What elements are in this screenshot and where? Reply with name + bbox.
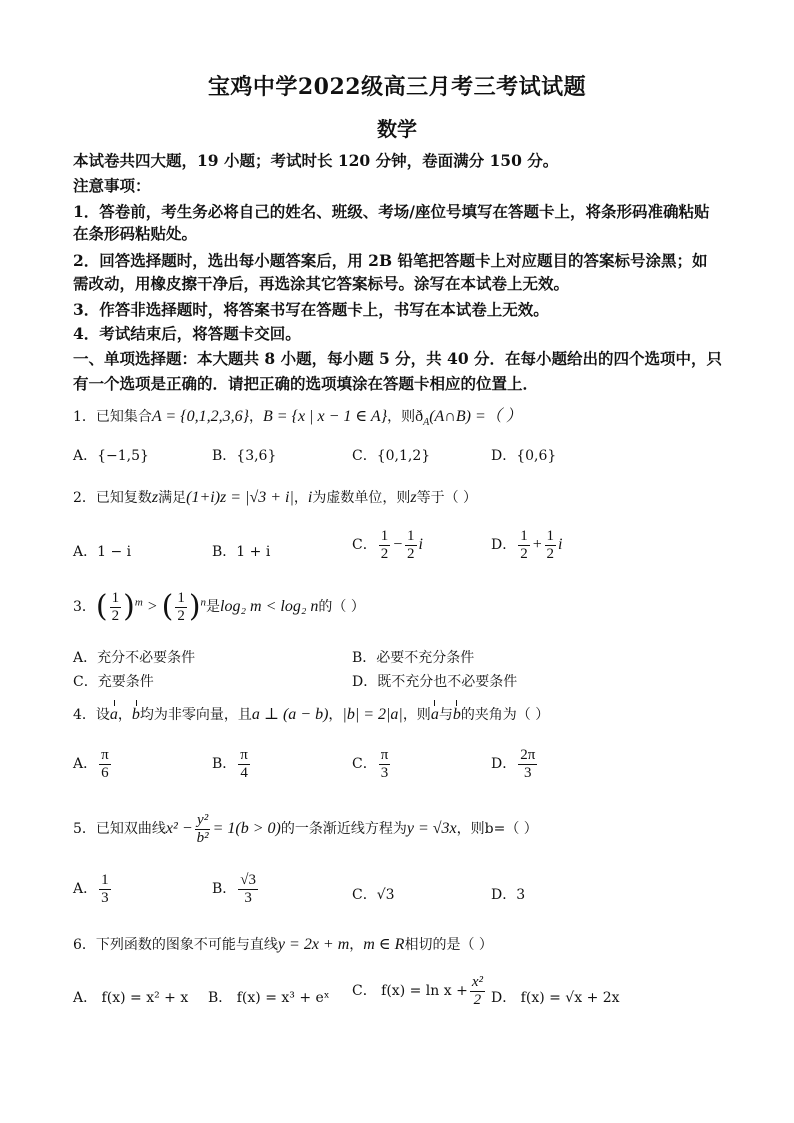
fraction: $\frac{√3}{3}$ xyxy=(240,872,257,906)
q2-prefix: 2．已知复数 xyxy=(73,490,152,506)
q5-option-a[interactable]: A． $\frac{1}{3}$ xyxy=(73,872,109,906)
q4-option-d[interactable]: D． $\frac{2\pi}{3}$ xyxy=(491,747,536,781)
fraction: $\frac{1}{2}$ xyxy=(177,590,185,624)
q3-exp-m: m xyxy=(134,596,143,609)
q1-option-c[interactable]: C．{0,1,2} xyxy=(352,448,431,464)
question-3: 3．( $\frac{1}{2}$ )$^m$ > ( $\frac{1}{2}$ )$^n$是log₂ m < log₂ n的（ ） xyxy=(73,589,365,624)
exam-info: 本试卷共四大题，19 小题；考试时长 120 分钟，卷面满分 150 分。 xyxy=(73,151,559,170)
q4-vector-a: a xyxy=(109,706,118,723)
fraction: $\frac{\text{x²}}{2}$ xyxy=(471,974,483,1008)
q4-ask: ，则 xyxy=(402,707,431,723)
q2-option-d[interactable]: D． $\frac{1}{2}$ + $\frac{1}{2}$ i xyxy=(491,528,563,562)
q5-prefix: 5．已知双曲线 xyxy=(73,821,166,837)
q4-option-c[interactable]: C． $\frac{\pi}{3}$ xyxy=(352,747,389,781)
q3-exp-n: n xyxy=(200,596,207,609)
q3-option-a[interactable]: A．充分不必要条件 xyxy=(73,650,196,666)
question-2 xyxy=(73,487,477,507)
note-3: 3．作答非选择题时，将答案书写在答题卡上，书写在本试卷上无效。 xyxy=(73,300,549,319)
q1-option-b[interactable]: B．{3,6} xyxy=(212,448,277,464)
note-1-line-2: 在条形码粘贴处。 xyxy=(73,224,198,243)
q1-prefix: 1．已知集合 xyxy=(73,409,152,425)
fraction: $\frac{1}{2}$ xyxy=(111,590,120,624)
q5-tail: ，则b=（ ） xyxy=(456,821,538,837)
section-1-line-2: 有一个选项是正确的．请把正确的选项填涂在答题卡相应的位置上． xyxy=(73,374,539,393)
q1-ask: ，则 xyxy=(387,409,416,425)
q6-option-b[interactable]: B． f(x) = x³ + eˣ xyxy=(208,990,330,1006)
question-1 xyxy=(73,403,522,428)
q1-set-b: B = {x | x − 1 ∈ A} xyxy=(263,408,388,425)
q6-tail: 相切的是（ ） xyxy=(404,937,493,953)
q2-i: i xyxy=(307,489,313,506)
q5-asymptote: y = √3x xyxy=(406,820,457,837)
fraction: $\frac{\pi}{6}$ xyxy=(101,747,109,781)
q2-option-d-label: D． xyxy=(491,537,517,553)
q5-option-c[interactable]: C．√3 xyxy=(352,887,395,903)
note-2-line-2: 需改动，用橡皮擦干净后，再选涂其它答案标号。涂写在本试卷上无效。 xyxy=(73,274,570,293)
q4-vector-b: b xyxy=(131,706,140,723)
q2-z-2: z xyxy=(410,489,417,506)
q1-sep: ， xyxy=(249,409,263,425)
q2-rest3: 等于（ ） xyxy=(416,490,478,506)
note-4: 4．考试结束后，将答题卡交回。 xyxy=(73,324,301,343)
q2-z: z xyxy=(151,489,159,506)
q2-mid: 满足 xyxy=(158,490,187,506)
q4-option-a[interactable]: A． $\frac{\pi}{6}$ xyxy=(73,747,109,781)
subject-title: 数学 xyxy=(377,117,417,141)
q4-option-b[interactable]: B． $\frac{\pi}{4}$ xyxy=(212,747,248,781)
q3-option-b[interactable]: B．必要不充分条件 xyxy=(352,650,475,666)
note-2-line-1: 2．回答选择题时，选出每小题答案后，用 2B 铅笔把答题卡上对应题目的答案标号涂黑；如 xyxy=(73,251,708,270)
q6-option-d[interactable]: D． f(x) = √x + 2x xyxy=(491,990,620,1006)
q5-option-b[interactable]: B． $\frac{√3}{3}$ xyxy=(212,872,257,906)
q4-perp: a ⊥ (a − b) xyxy=(251,706,329,723)
question-4: 4．设a，b均为非零向量，且a ⊥ (a − b)，|b| = 2|a|，则a与b的夹角为（ ） xyxy=(73,706,550,723)
question-5: 5．已知双曲线x² − $\frac{\text{y²}}{\text{b²}}$ = 1(b > 0)的一条渐近线方程为y = √3x，则b=（ ） xyxy=(73,812,538,846)
q1-complement-sub: A xyxy=(423,416,430,428)
q6-option-a[interactable]: A． f(x) = x² + x xyxy=(73,990,189,1006)
q2-rest: ， xyxy=(293,490,308,506)
q2-option-c[interactable]: C． $\frac{1}{2}$ − $\frac{1}{2}$ i xyxy=(352,528,423,562)
q3-rest: 的（ ） xyxy=(318,599,365,615)
fraction: $\frac{1}{3}$ xyxy=(101,872,109,906)
q1-option-d[interactable]: D．{0,6} xyxy=(491,448,557,464)
fraction: $\frac{1}{2}$ xyxy=(407,528,415,562)
q4-prefix: 4．设 xyxy=(73,707,110,723)
fraction: $\frac{2\pi}{3}$ xyxy=(520,747,536,781)
q6-line: y = 2x + m xyxy=(277,936,350,953)
q1-option-a[interactable]: A．{−1,5} xyxy=(73,448,149,464)
q3-gt: > xyxy=(146,598,158,615)
fraction: $\frac{\text{y²}}{\text{b²}}$ xyxy=(196,812,209,846)
q3-log-inequality: log₂ m < log₂ n xyxy=(220,598,319,615)
q2-option-c-label: C． xyxy=(352,537,377,553)
q3-option-c[interactable]: C．充要条件 xyxy=(73,674,154,690)
q3-number: 3． xyxy=(73,599,96,615)
q2-rest2: 为虚数单位，则 xyxy=(312,490,411,506)
fraction: $\frac{\pi}{4}$ xyxy=(240,747,248,781)
q5-mid: 的一条渐近线方程为 xyxy=(280,821,407,837)
q1-expression: (A∩B) =（ ） xyxy=(429,408,522,425)
q3-mid: 是 xyxy=(206,599,221,615)
q2-option-a[interactable]: A．1 − i xyxy=(73,544,132,560)
note-1-line-1: 1．答卷前，考生务必将自己的姓名、班级、考场/座位号填写在答题卡上，将条形码准确粘贴 xyxy=(73,202,710,221)
question-6: 6．下列函数的图象不可能与直线y = 2x + m，m ∈ R相切的是（ ） xyxy=(73,936,493,953)
fraction: $\frac{1}{2}$ xyxy=(380,528,389,562)
notes-heading: 注意事项： xyxy=(73,176,151,195)
q4-norm: |b| = 2|a| xyxy=(342,706,403,723)
q6-prefix: 6．下列函数的图象不可能与直线 xyxy=(73,937,278,953)
q3-option-d[interactable]: D．既不充分也不必要条件 xyxy=(352,674,518,690)
q5-option-d[interactable]: D．3 xyxy=(491,887,526,903)
q1-complement-symbol: ð xyxy=(415,408,424,425)
q1-set-a: A = {0,1,2,3,6} xyxy=(151,408,249,425)
q2-equation: (1+i)z = |√3 + i| xyxy=(186,489,294,506)
fraction: $\frac{1}{2}$ xyxy=(546,528,555,562)
exam-title: 宝鸡中学2022级高三月考三考试试题 xyxy=(207,74,587,100)
q2-option-b[interactable]: B．1 + i xyxy=(212,544,271,560)
q6-option-c[interactable]: C． f(x) = ln x + $\frac{\text{x²}}{2}$ xyxy=(352,974,483,1008)
q4-tail: 的夹角为（ ） xyxy=(460,707,550,723)
section-1-line-1: 一、单项选择题：本大题共 8 小题，每小题 5 分，共 40 分．在每小题给出的四个选项中，只 xyxy=(73,349,723,368)
q4-mid: 均为非零向量，且 xyxy=(139,707,252,723)
fraction: $\frac{1}{2}$ xyxy=(520,528,528,562)
q6-cond: m ∈ R xyxy=(363,936,405,953)
fraction: $\frac{\pi}{3}$ xyxy=(380,747,389,781)
